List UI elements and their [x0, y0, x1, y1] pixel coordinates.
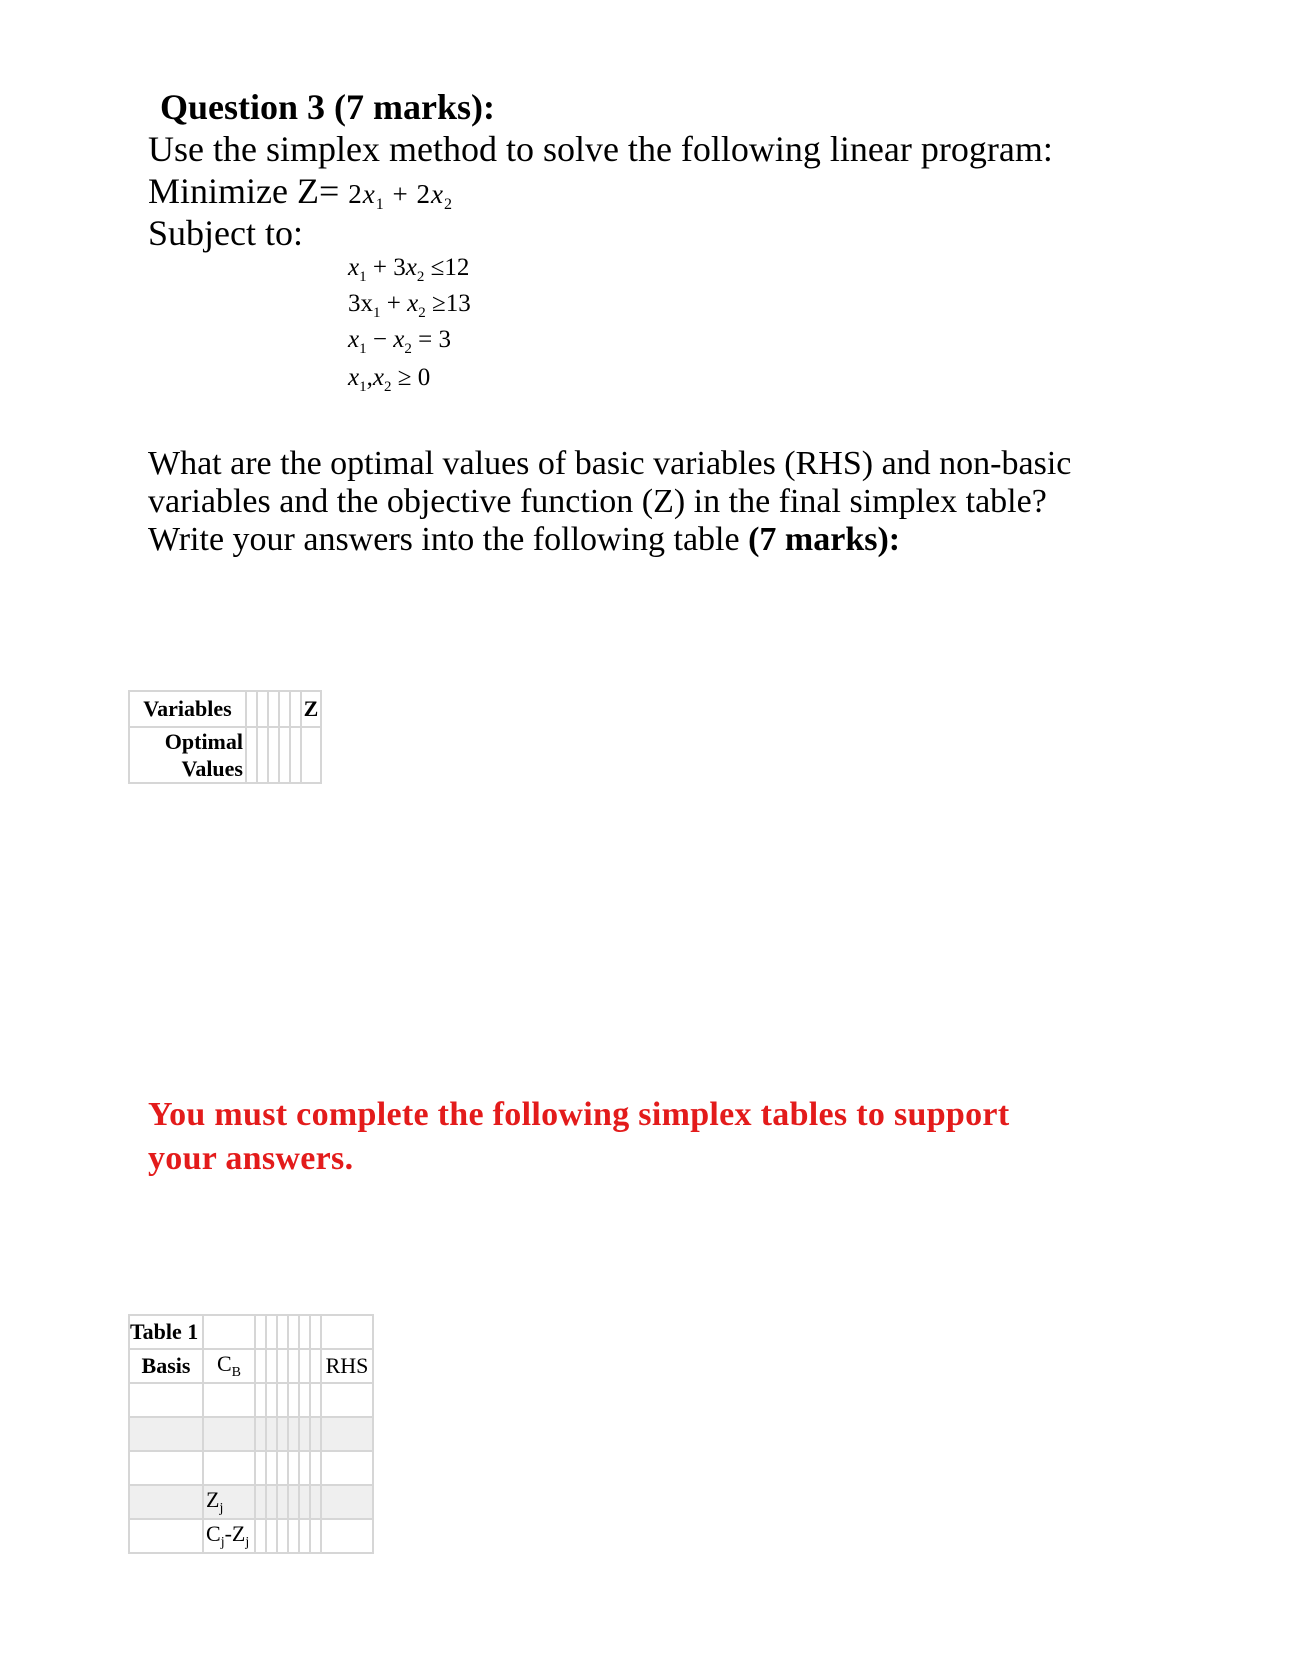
constraint-3: $x_1 - x_2 = 3$ [348, 326, 451, 357]
z-label: Z [301, 691, 321, 727]
table1-title: Table 1 [129, 1315, 203, 1349]
rhs-header: RHS [321, 1349, 373, 1383]
rhs-cell[interactable] [321, 1451, 373, 1485]
question-intro: Use the simplex method to solve the following linear program: [148, 129, 1053, 169]
notice-line-2: your answers. [148, 1140, 354, 1177]
cb-cell[interactable] [203, 1383, 255, 1417]
objective-expression: $2x_1 + 2x_2$ [348, 179, 453, 213]
basis-cell[interactable] [129, 1383, 203, 1417]
question-title: Question 3 (7 marks): [160, 87, 495, 127]
cj-zj-label: $C_j-Z_j$ [203, 1519, 255, 1553]
answer-table [128, 690, 322, 784]
answer-cell[interactable] [246, 691, 257, 727]
rhs-cell[interactable] [321, 1383, 373, 1417]
subject-to-label: Subject to: [148, 213, 303, 253]
optimal-values-label: Optimal Values [129, 727, 246, 783]
constraint-1: $x_1 + 3x_2 \le 12$ [348, 254, 470, 285]
minimize-label: Minimize Z= [148, 171, 340, 211]
constraint-2: $3x_1 + x_2 \ge 13$ [348, 290, 471, 321]
basis-cell[interactable] [129, 1417, 203, 1451]
zj-rhs-cell[interactable] [321, 1485, 373, 1519]
prompt-line-2: variables and the objective function (Z) in the final simplex table? [148, 483, 1047, 520]
variables-label: Variables [129, 691, 246, 727]
rhs-cell[interactable] [321, 1417, 373, 1451]
answer-value-cell[interactable] [257, 727, 268, 783]
simplex-table-1 [128, 1314, 374, 1554]
answer-cell[interactable] [290, 691, 301, 727]
answer-cell[interactable] [279, 691, 290, 727]
zj-label: $Z_j$ [203, 1485, 255, 1519]
answer-value-cell[interactable] [268, 727, 279, 783]
answer-cell[interactable] [257, 691, 268, 727]
notice-line-1: You must complete the following simplex tables to support [148, 1096, 1010, 1133]
answer-value-cell[interactable] [279, 727, 290, 783]
answer-cell[interactable] [268, 691, 279, 727]
answer-value-cell[interactable] [290, 727, 301, 783]
answer-value-cell[interactable] [246, 727, 257, 783]
constraint-nonnegativity: $x_1,x_2 \ge 0$ [348, 364, 431, 395]
prompt-line-1: What are the optimal values of basic variables (RHS) and non-basic [148, 445, 1072, 482]
cb-cell[interactable] [203, 1451, 255, 1485]
basis-cell[interactable] [129, 1451, 203, 1485]
prompt-line-3: Write your answers into the following table (7 marks): [148, 521, 901, 558]
cb-header: $C_B$ [203, 1349, 255, 1383]
objective-line [148, 170, 453, 214]
cb-cell[interactable] [203, 1417, 255, 1451]
basis-header: Basis [129, 1349, 203, 1383]
z-value-cell[interactable] [301, 727, 321, 783]
